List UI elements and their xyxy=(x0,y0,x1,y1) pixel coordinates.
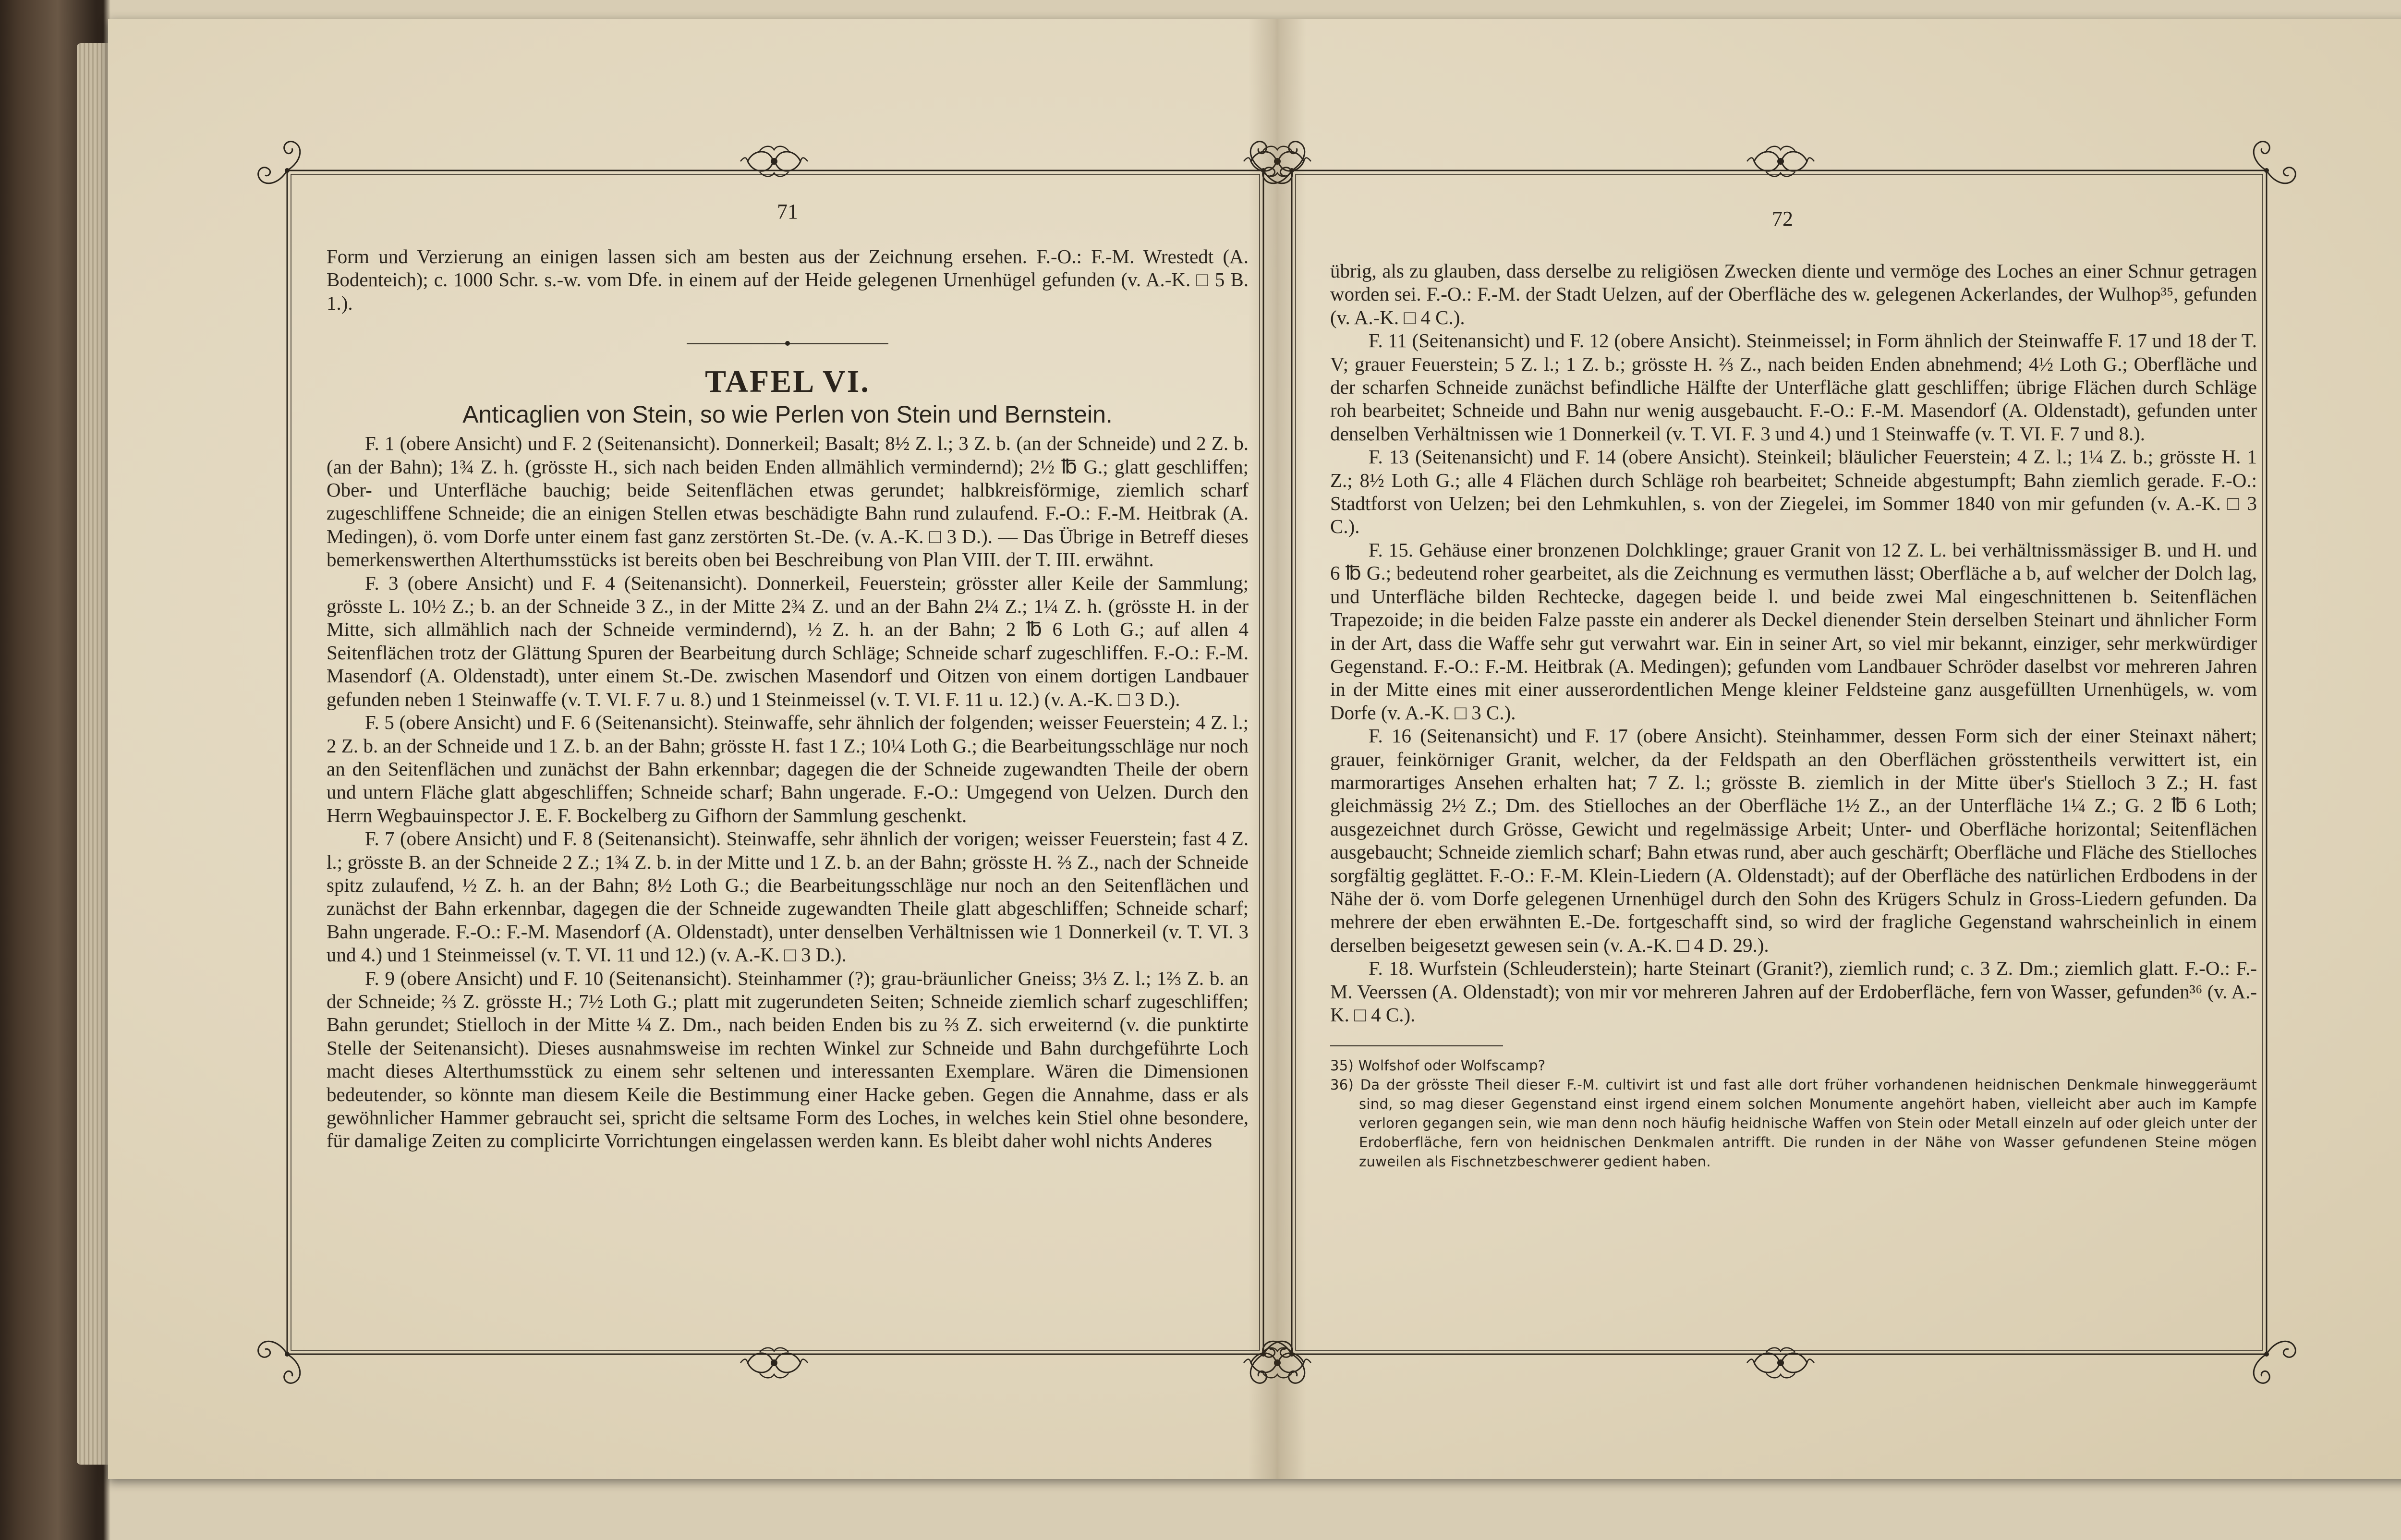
section-separator xyxy=(687,343,888,344)
paragraph-f18: F. 18. Wurfstein (Schleuderstein); harte Steinart (Granit?), ziemlich rund; c. 3 Z. Dm.; ziemlich glatt. F.-O.: F.-M. Veerssen (A. Oldenstadt); von mir vor mehreren Jahren auf der Erdoberfläche, fern von Wasser, gefunden³⁶ (v. A.-K. □ 4 C.). xyxy=(1330,957,2257,1026)
paragraph-f7: F. 7 (obere Ansicht) und F. 8 (Seitenansicht). Steinwaffe, sehr ähnlich der vorigen; weisser Feuerstein; fast 4 Z. l.; grösste B. an der Schneide 2 Z.; 1¾ Z. b. in der Mitte und 1 Z. b. an der Bahn; grösste H. ⅔ Z., nach der Schneide spitz zulaufend, ½ Z. h. an der Bahn; 8½ Loth G.; die Bearbeitungsschläge nur noch an den Seitenflächen und zunächst der Bahn erkennbar, dagegen die der Schneide zugewandten Theile glatt abgeschliffen; Schneide scharf; Bahn ungerade. F.-O.: F.-M. Masendorf (A. Oldenstadt), unter denselben Verhältnissen wie 1 Donnerkeil (v. T. VI. 3 und 4.) und 1 Steinmeissel (v. T. VI. 11 und 12.) (v. A.-K. □ 3 D.). xyxy=(327,827,1249,966)
footnotes xyxy=(1330,1056,2257,1171)
paragraph-f11: F. 11 (Seitenansicht) und F. 12 (obere Ansicht). Steinmeissel; in Form ähnlich der Steinwaffe F. 17 und 18 der T. V; grauer Feuerstein; 5 Z. l.; 1 Z. b.; grösste H. ⅔ Z., nach beiden Enden abnehmend; 4½ Loth G.; Oberfläche und der scharfen Schneide zunächst befindliche Hälfte der Unterfläche glatt geschliffen; übrige Flächen durch Schläge roh bearbeitet; Schneide und Bahn nur wenig ausgebaucht. F.-O.: F.-M. Masendorf (A. Oldenstadt), gefunden unter denselben Verhältnissen wie 1 Donnerkeil (v. T. VI. F. 3 und 4.) und 1 Steinwaffe (v. T. VI. F. 7 und 8.). xyxy=(1330,329,2257,445)
footnote-36: 36) Da der grösste Theil dieser F.-M. cultivirt ist und fast alle dort früher vorhandenen heidnischen Denkmale hinweggeräumt sind, so mag dieser Gegenstand einst irgend einem solchen Monumente angehört haben, vielleicht aber auch im Kampfe verloren gegangen sein, wie man denn noch häufig heidnische Waffen von Stein oder Metall einzeln auf oder gleich unter der Erdoberfläche, fern von heidnischen Denkmalen antrifft. Die runden in der Nähe von Wasser gefundenen Steine mögen zuweilen als Fischnetzbeschwerer gedient haben. xyxy=(1330,1077,2257,1170)
paragraph-f16: F. 16 (Seitenansicht) und F. 17 (obere Ansicht). Steinhammer, dessen Form sich der einer Steinaxt nähert; grauer, feinkörniger Granit, welcher, da der Feldspath an den Oberflächen grösstentheils verwittert ist, ein marmorartiges Ansehen erhalten hat; 7 Z. l.; grösste B. ziemlich in der Mitte über's Stielloch 3 Z.; H. fast gleichmässig 2½ Z.; Dm. des Stielloches an der Oberfläche 1½ Z., an der Unterfläche 1¼ Z.; G. 2 ℔ 6 Loth; ausgezeichnet durch Grösse, Gewicht und regelmässige Arbeit; Unter- und Oberfläche horizontal; Seitenflächen ausgebaucht; Schneide ziemlich scharf; Bahn etwas rund, aber auch geschärft; Oberfläche und Fläche des Stielloches sorgfältig geglättet. F.-O.: F.-M. Klein-Liedern (A. Oldenstadt); auf der Oberfläche des natürlichen Erdbodens in der Nähe der ö. vom Dorfe gelegenen Urnenhügel durch den Sohn des Krügers Schulz in Gross-Liedern gefunden. Da mehrere der eben erwähnten E.-De. fortgeschafft sind, so wird der fragliche Gegenstand wahrscheinlich in einem derselben beigesetzt gewesen sein (v. A.-K. □ 4 D. 29.). xyxy=(1330,725,2257,956)
footnote-35: 35) Wolfshof oder Wolfscamp? xyxy=(1330,1057,1546,1074)
page-number-left: 71 xyxy=(777,200,798,223)
paragraph-f9: F. 9 (obere Ansicht) und F. 10 (Seitenansicht). Steinhammer (?); grau-bräunlicher Gneiss; 3⅓ Z. l.; 1⅔ Z. b. an der Schneide; ⅔ Z. grösste H.; 7½ Loth G.; platt mit zugerundeten Seiten; Schneide ziemlich scharf zugeschliffen; Bahn gerundet; Stielloch in der Mitte ¼ Z. Dm., nach beiden Enden bis zu ⅔ Z. sich erweiternd (v. die punktirte Stelle der Seitenansicht). Dieses ausnahmsweise im rechten Winkel zur Schneide und Bahn durchgeführte Loch macht dieses Alterthumsstück zu einem sehr seltenen und interessanten Exemplare. Wären die Dimensionen bedeutender, so könnte man diesem Keile die Bestimmung einer Hacke geben. Gegen die Annahme, dass er als gewöhnlicher Hammer gebraucht sei, spricht die seltsame Form des Loches, in welches kein Stiel ohne besondere, für damalige Zeiten zu complicirte Vorrichtungen eingelassen werden kann. Es bleibt daher wohl nichts Anderes xyxy=(327,967,1249,1152)
carryover-paragraph: Form und Verzierung an einigen lassen sich am besten aus der Zeichnung ersehen. F.-O.: F.-M. Wrestedt (A. Bodenteich); c. 1000 Schr. s.-w. vom Dfe. in einem auf der Heide gelegenen Urnenhügel gefunden (v. A.-K. □ 5 B. 1.). xyxy=(327,245,1249,314)
footnote-rule xyxy=(1330,1045,1503,1046)
left-page-text xyxy=(327,245,1249,1152)
plate-title: TAFEL VI. xyxy=(705,364,870,400)
paragraph-f13: F. 13 (Seitenansicht) und F. 14 (obere Ansicht). Steinkeil; bläulicher Feuerstein; 4 Z. l.; 1¼ Z. b.; grösste H. 1 Z.; 8½ Loth G.; alle 4 Flächen durch Schläge roh bearbeitet; Schneide abgestumpft; Bahn ziemlich gerade. F.-O.: Stadtforst von Uelzen; bei den Lehmkuhlen, s. von der Ziegelei, im Sommer 1840 von mir gefunden (v. A.-K. □ 3 C.). xyxy=(1330,446,2257,538)
right-page-text xyxy=(1330,259,2257,1171)
paragraph-f15: F. 15. Gehäuse einer bronzenen Dolchklinge; grauer Granit von 12 Z. L. bei verhältnissmässiger B. und H. und 6 ℔ G.; bedeutend roher gearbeitet, als die Zeichnung es vermuthen lässt; Oberfläche a b, auf welcher der Dolch lag, und Unterfläche bilden Rechtecke, dagegen beide l. und beide zwei Mal eingeschnittenen b. Seitenflächen Trapezoide; in die beiden Falze passte ein anderer als Deckel dienender Stein derselben Steinart und ähnlicher Form in der Art, dass die Waffe sehr gut verwahrt war. Ein in seiner Art, so viel mir bekannt, einziger, sehr merkwürdiger Gegenstand. F.-O.: F.-M. Heitbrak (A. Medingen); gefunden vom Landbauer Schröder daselbst vor mehreren Jahren in der Mitte eines mit einer ausserordentlichen Menge kleiner Feldsteine ganz ausgefüllten Urnenhügels, w. vom Dorfe (v. A.-K. □ 3 C.). xyxy=(1330,538,2257,724)
paragraph-f1: F. 1 (obere Ansicht) und F. 2 (Seitenansicht). Donnerkeil; Basalt; 8½ Z. l.; 3 Z. b. (an der Schneide) und 2 Z. b. (an der Bahn); 1¾ Z. h. (grösste H., sich nach beiden Enden allmählich vermindernd); 2½ ℔ G.; glatt geschliffen; Ober- und Unterfläche bauchig; beide Seitenflächen etwas gerundet; halbkreisförmige, ziemlich scharf zugeschliffene Schneide; die an einigen Stellen etwas beschädigte Bahn rund zulaufend. F.-O.: F.-M. Heitbrak (A. Medingen), ö. vom Dorfe unter einem fast ganz zerstörten St.-De. (v. A.-K. □ 3 D.). — Das Übrige in Betreff dieses bemerkenswerthen Alterthumsstücks ist bereits oben bei Beschreibung von Plan VIII. der T. III. erwähnt. xyxy=(327,432,1249,571)
paragraph-f3: F. 3 (obere Ansicht) und F. 4 (Seitenansicht). Donnerkeil, Feuerstein; grösster aller Keile der Sammlung; grösste L. 10½ Z.; b. an der Schneide 3 Z., in der Mitte 2¾ Z. und an der Bahn 2¼ Z.; 1¼ Z. h. (grösste H. in der Mitte, sich allmählich nach der Schneide vermindernd), ½ Z. h. an der Bahn; 2 ℔ 6 Loth G.; auf allen 4 Seitenflächen trotz der Glättung Spuren der Bearbeitung durch Schläge; Schneide scharf zugeschliffen. F.-O.: F.-M. Masendorf (A. Oldenstadt), unter einem St.-De. zwischen Masendorf und Oitzen von einem dortigen Landbauer gefunden neben 1 Steinwaffe (v. T. VI. F. 7 u. 8.) und 1 Steinmeissel (v. T. VI. F. 11 u. 12.) (v. A.-K. □ 3 D.). xyxy=(327,571,1249,710)
paragraph-continuation: übrig, als zu glauben, dass derselbe zu religiösen Zwecken diente und vermöge des Loches an einer Schnur getragen worden sei. F.-O.: F.-M. der Stadt Uelzen, auf der Oberfläche des w. gelegenen Ackerlandes, der Wulhop³⁵, gefunden (v. A.-K. □ 4 C.). xyxy=(1330,260,2257,328)
page-number-right: 72 xyxy=(1772,207,1793,230)
paragraph-f5: F. 5 (obere Ansicht) und F. 6 (Seitenansicht). Steinwaffe, sehr ähnlich der folgenden; weisser Feuerstein; 4 Z. l.; 2 Z. b. an der Schneide und 1 Z. b. an der Bahn; grösste H. fast 1 Z.; 10¼ Loth G.; die Bearbeitungsschläge nur noch an den Seitenflächen und zunächst der Bahn erkennbar; dagegen die der Schneide zugewandten Theile der obern und untern Fläche glatt abgeschliffen; Schneide scharf; Bahn ungerade. F.-O.: Umgegend von Uelzen. Durch den Herrn Wegbauinspector J. E. F. Bockelberg zu Gifhorn der Sammlung geschenkt. xyxy=(327,711,1249,826)
plate-subtitle: Anticaglien von Stein, so wie Perlen von Stein und Bernstein. xyxy=(462,401,1113,428)
